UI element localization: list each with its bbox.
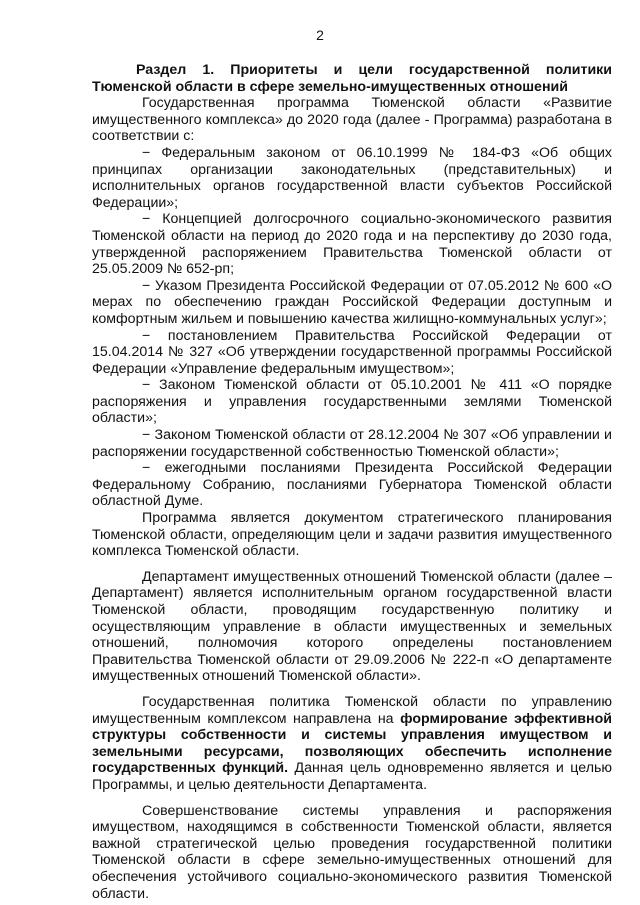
list-item: − ежегодными посланиями Президента Российской Федерации Федеральному Собранию, посланиями Губернатора Тюменской области областной Думе. [92, 460, 612, 510]
goal-bold: формирование эффективной структуры собственности и системы управления имуществом и земельными ресурсами, позволяющих обеспечить исполнение государственных функций. [92, 710, 612, 777]
list-item: − постановлением Правительства Российской Федерации от 15.04.2014 № 327 «Об утверждении государственной программы Российской Федерации «Управление федеральным имуществом»; [92, 327, 612, 377]
section-title: Раздел 1. Приоритеты и цели государственной политики Тюменской области в сфере земельно-имущественных отношений [92, 62, 612, 95]
document-body [92, 62, 612, 902]
paragraph: Совершенствование системы управления и распоряжения имуществом, находящимся в собственности Тюменской области, является важной стратегической целью проведения государственной политики Тюменской области в сфере земельно-имущественных отношений для обеспечения устойчивого социально-экономического развития Тюменской области. [92, 802, 612, 902]
list-item: − Указом Президента Российской Федерации от 07.05.2012 № 600 «О мерах по обеспечению граждан Российской Федерации доступным и комфортным жильем и повышению качества жилищно-коммунальных услуг»; [92, 277, 612, 327]
list-item: − Федеральным законом от 06.10.1999 № 184-ФЗ «Об общих принципах организации законодательных (представительных) и исполнительных органов государственной власти субъектов Российской Федерации»; [92, 144, 612, 211]
goal-tail: Данная цель одновременно является и целью Программы, и целью деятельности Департамента. [92, 760, 613, 793]
goal-paragraph [92, 694, 612, 794]
paragraph: Государственная программа Тюменской области «Развитие имущественного комплекса» до 2020 года (далее - Программа) разработана в соответствии с: [92, 95, 612, 145]
list-item: − Концепцией долгосрочного социально-экономического развития Тюменской области на период до 2020 года и на перспективу до 2030 года, утвержденной распоряжением Правительства Тюменской области от 25.05.2009 № 652-рп; [92, 211, 612, 278]
paragraph: Департамент имущественных отношений Тюменской области (далее – Департамент) является исполнительным органом государственной власти Тюменской области, проводящим государственную политику и осуществляющим управление в области имущественных и земельных отношений, полномочия которого определены постановлением Правительства Тюменской области от 29.09.2006 № 222-п «О департаменте имущественных отношений Тюменской области». [92, 568, 612, 685]
paragraph: Программа является документом стратегического планирования Тюменской области, определяющим цели и задачи развития имущественного комплекса Тюменской области. [92, 510, 612, 560]
page-number: 2 [316, 27, 324, 43]
goal-lead: Государственная политика Тюменской области по управлению имущественным комплексом направлена на [92, 693, 612, 727]
list-item: − Законом Тюменской области от 05.10.2001 № 411 «О порядке распоряжения и управления государственными землями Тюменской области»; [92, 377, 612, 427]
list-item: − Законом Тюменской области от 28.12.2004 № 307 «Об управлении и распоряжении государственной собственностью Тюменской области»; [92, 427, 612, 460]
